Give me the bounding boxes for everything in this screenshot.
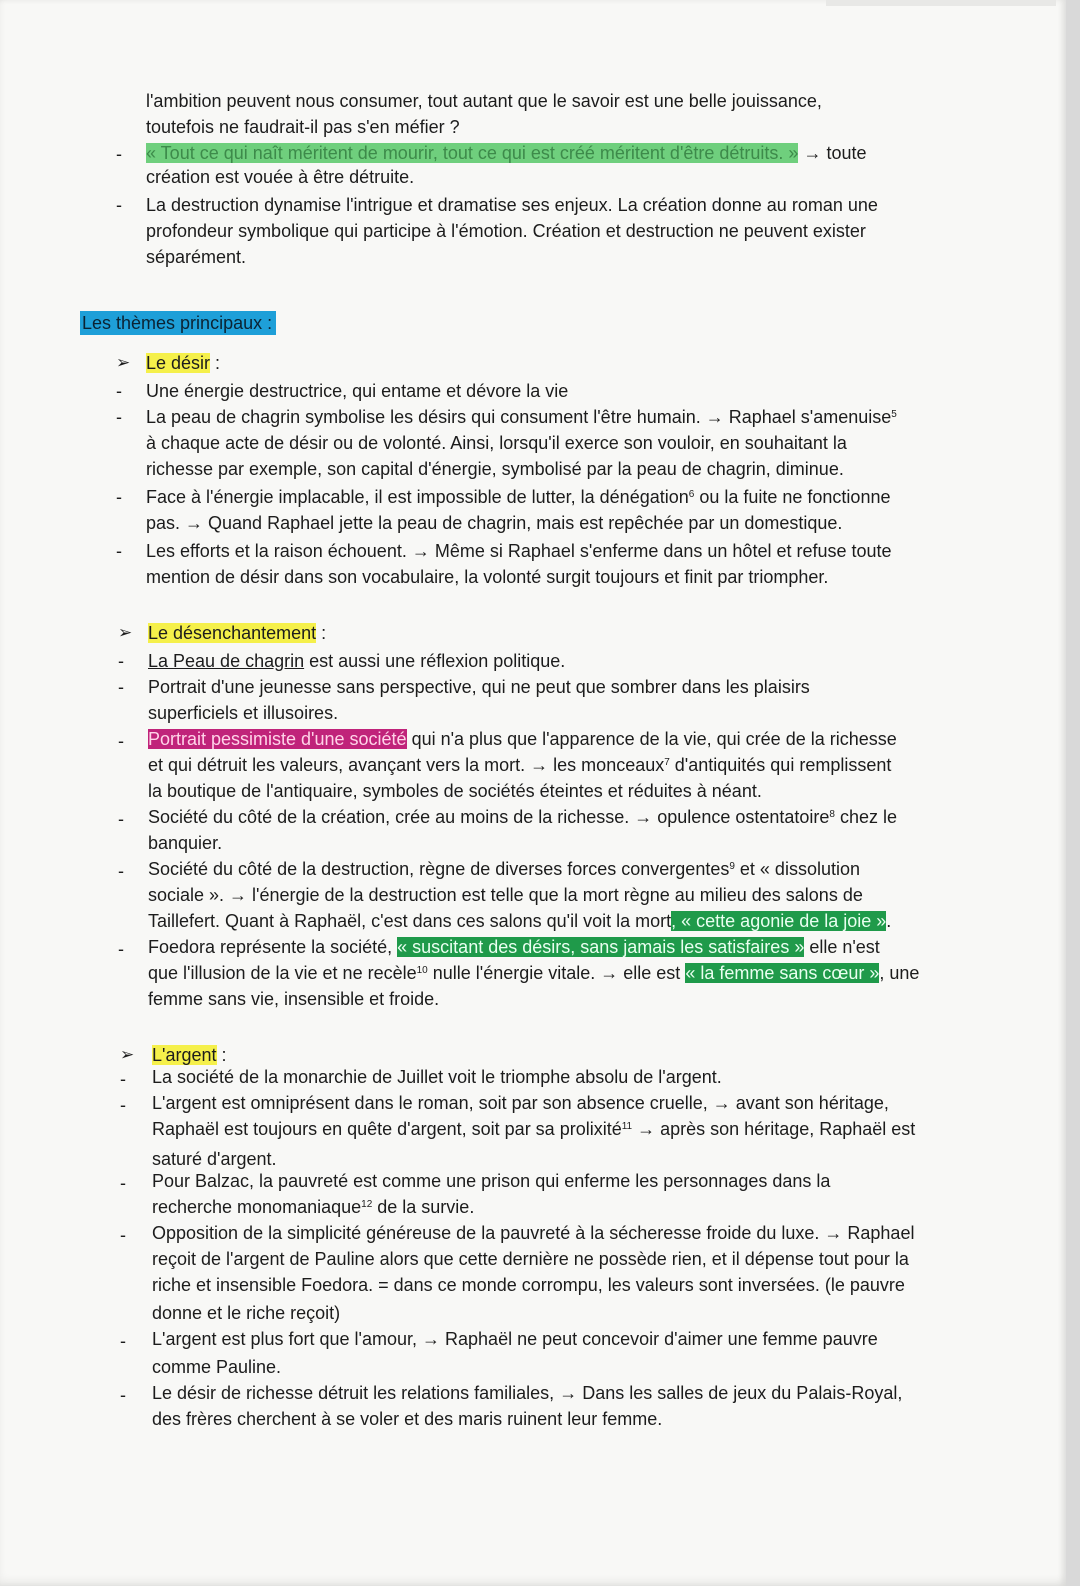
text-line: et qui détruit les valeurs, avançant vers la mort. → les monceaux$^7$ d'antiquités qui remplissent <box>148 755 892 775</box>
text-line: à chaque acte de désir ou de volonté. Ainsi, lorsqu'il exerce son vouloir, en souhaitant la <box>146 433 847 453</box>
text-line: sociale ». → l'énergie de la destruction est telle que la mort règne au milieu des salons de <box>148 885 863 905</box>
text-line: La destruction dynamise l'intrigue et dramatise ses enjeux. La création donne au roman une <box>146 195 878 215</box>
text-line: L'argent est omniprésent dans le roman, soit par son absence cruelle, → avant son héritage, <box>152 1093 889 1113</box>
highlighted-quote: « la femme sans cœur » <box>685 963 880 983</box>
bullet-dash: - <box>120 1095 126 1115</box>
text-line: riche et insensible Foedora. = dans ce monde corrompu, les valeurs sont inversées. (le pauvre <box>152 1275 905 1295</box>
bullet-dash: - <box>116 195 122 215</box>
bullet-dash: - <box>118 809 124 829</box>
text-line: reçoit de l'argent de Pauline alors que cette dernière ne possède rien, et il dépense tout pour la <box>152 1249 909 1269</box>
text-line: Les efforts et la raison échouent. → Même si Raphael s'enferme dans un hôtel et refuse toute <box>146 541 892 561</box>
text-line: séparément. <box>146 247 247 267</box>
text-line: Opposition de la simplicité généreuse de la pauvreté à la sécheresse froide du luxe. → Raphael <box>152 1223 915 1243</box>
text-line: Taillefert. Quant à Raphaël, c'est dans ces salons qu'il voit la mort, « cette agonie de la joie ». <box>148 911 892 931</box>
text-line: Foedora représente la société, « suscitant des désirs, sans jamais les satisfaires » elle n'est <box>148 937 880 957</box>
text-line: pas. → Quand Raphael jette la peau de chagrin, mais est repêchée par un domestique. <box>146 513 843 533</box>
text-line: Raphaël est toujours en quête d'argent, soit par sa prolixité$^{11}$ → après son héritage, Raphaël est <box>152 1119 916 1139</box>
text-line: comme Pauline. <box>152 1357 282 1377</box>
text-line: richesse par exemple, son capital d'énergie, symbolisé par la peau de chagrin, diminue. <box>146 459 844 479</box>
text-line: Pour Balzac, la pauvreté est comme une prison qui enferme les personnages dans la <box>152 1171 831 1191</box>
text-line: donne et le riche reçoit) <box>152 1303 341 1323</box>
arrowhead-bullet-icon: ➢ <box>116 353 131 372</box>
subsection-heading: Le désenchantement : <box>148 623 327 643</box>
bullet-dash: - <box>116 487 122 507</box>
text-line: La société de la monarchie de Juillet voit le triomphe absolu de l'argent. <box>152 1067 722 1087</box>
text-line: mention de désir dans son vocabulaire, la volonté surgit toujours et finit par triompher. <box>146 567 829 587</box>
subsection-heading: Le désir : <box>146 353 221 373</box>
bullet-dash: - <box>120 1069 126 1089</box>
bullet-dash: - <box>116 541 122 561</box>
text-line: création est vouée à être détruite. <box>146 167 415 187</box>
arrowhead-bullet-icon: ➢ <box>120 1045 135 1064</box>
text-line: la boutique de l'antiquaire, symboles de sociétés éteintes et réduites à néant. <box>148 781 762 801</box>
section-title: Les thèmes principaux : <box>80 312 276 334</box>
text-line: Société du côté de la création, crée au moins de la richesse. → opulence ostentatoire$^8$ chez le <box>148 807 898 827</box>
text-line: toutefois ne faudrait-il pas s'en méfier ? <box>146 117 460 137</box>
text-line: recherche monomaniaque$^{12}$ de la survie. <box>152 1197 475 1217</box>
text-line: femme sans vie, insensible et froide. <box>148 989 440 1009</box>
bullet-dash: - <box>118 939 124 959</box>
bullet-dash: - <box>120 1331 126 1351</box>
text-line: Société du côté de la destruction, règne de diverses forces convergentes$^9$ et « dissolution <box>148 859 860 879</box>
bullet-dash: - <box>120 1173 126 1193</box>
text-line <box>146 142 867 164</box>
text-line: Une énergie destructrice, qui entame et dévore la vie <box>146 381 569 401</box>
text-line: L'argent est plus fort que l'amour, → Raphaël ne peut concevoir d'aimer une femme pauvre <box>152 1329 878 1349</box>
bullet-dash: - <box>120 1385 126 1405</box>
bullet-dash: - <box>118 861 124 881</box>
text-line: que l'illusion de la vie et ne recèle$^{10}$ nulle l'énergie vitale. → elle est « la femme sans cœur », une <box>148 963 920 983</box>
bullet-dash: - <box>118 731 124 751</box>
arrow-text: → toute <box>803 143 867 163</box>
arrowhead-bullet-icon: ➢ <box>118 623 133 642</box>
bullet-dash: - <box>116 144 122 164</box>
bullet-dash: - <box>116 407 122 427</box>
highlighted-quote: « suscitant des désirs, sans jamais les satisfaires » <box>397 937 805 957</box>
page-edge <box>826 0 1056 6</box>
bullet-dash: - <box>118 651 124 671</box>
book-title: La Peau de chagrin <box>148 651 305 671</box>
bullet-dash: - <box>120 1225 126 1245</box>
highlighted-quote: « Tout ce qui naît méritent de mourir, tout ce qui est créé méritent d'être détruits. » <box>146 143 799 163</box>
text-line: La Peau de chagrin est aussi une réflexion politique. <box>148 651 566 671</box>
text-line: superficiels et illusoires. <box>148 703 339 723</box>
text-line: saturé d'argent. <box>152 1149 277 1169</box>
highlighted-phrase: Portrait pessimiste d'une société <box>148 729 407 749</box>
text-line: profondeur symbolique qui participe à l'émotion. Création et destruction ne peuvent exister <box>146 221 866 241</box>
text-line: Portrait pessimiste d'une société qui n'a plus que l'apparence de la vie, qui crée de la richesse <box>148 729 897 749</box>
text-line: Le désir de richesse détruit les relations familiales, → Dans les salles de jeux du Palais-Royal, <box>152 1383 903 1403</box>
text-line: l'ambition peuvent nous consumer, tout autant que le savoir est une belle jouissance, <box>146 91 822 111</box>
bullet-dash: - <box>118 677 124 697</box>
text-line: Portrait d'une jeunesse sans perspective, qui ne peut que sombrer dans les plaisirs <box>148 677 810 697</box>
text-line: des frères cherchent à se voler et des maris ruinent leur femme. <box>152 1409 663 1429</box>
text-line: Face à l'énergie implacable, il est impossible de lutter, la dénégation$^6$ ou la fuite ne fonctionne <box>146 487 891 507</box>
text-line: banquier. <box>148 833 223 853</box>
text-line: La peau de chagrin symbolise les désirs qui consument l'être humain. → Raphael s'amenuise$^5$ <box>146 407 897 427</box>
bullet-dash: - <box>116 381 122 401</box>
subsection-heading: L'argent : <box>152 1045 227 1065</box>
highlighted-quote: , « cette agonie de la joie » <box>671 911 887 931</box>
